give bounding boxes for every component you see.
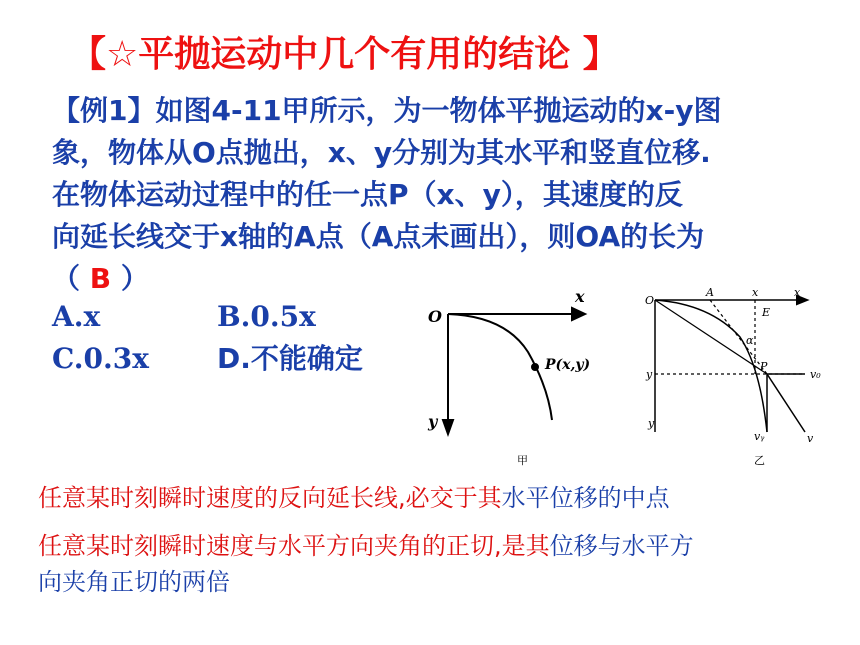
velocity-v [767, 374, 805, 432]
slide-title: 【☆平抛运动中几个有用的结论 】 [70, 34, 619, 75]
option-d[interactable]: D.不能确定 [217, 342, 363, 375]
label-y-axis2: y [648, 417, 655, 430]
label-x: x [575, 287, 585, 306]
answer-options [52, 296, 382, 380]
note-1: 任意某时刻瞬时速度的反向延长线,必交于其水平位移的中点 [38, 484, 670, 512]
y-arrow [443, 420, 453, 434]
label-alpha: α [746, 334, 754, 347]
x-arrow [572, 308, 585, 320]
answer-line: （ B ） [52, 262, 149, 295]
label-v0: v₀ [810, 368, 821, 381]
option-b[interactable]: B.0.5x [217, 300, 316, 333]
trajectory-curve-2 [655, 300, 767, 432]
note-2: 任意某时刻瞬时速度与水平方向夹角的正切,是其位移与水平方 [38, 532, 694, 560]
label-e: E [762, 306, 771, 319]
note-2-cont: 向夹角正切的两倍 [38, 568, 230, 596]
label-vy: vᵧ [754, 430, 765, 443]
label-v: v [807, 432, 814, 445]
answer-value: B [89, 262, 112, 295]
label-p2: P [760, 360, 768, 373]
problem-line-4: 向延长线交于x轴的A点（A点未画出），则OA的长为 [52, 220, 705, 253]
projectile-figure [410, 282, 840, 467]
problem-text [52, 90, 852, 300]
label-y: y [428, 412, 438, 431]
label-x2: x [752, 286, 759, 299]
option-c[interactable]: C.0.3x [52, 342, 149, 375]
label-o2: O [645, 294, 655, 307]
label-p-point: P(x,y) [545, 357, 591, 373]
label-a: A [706, 286, 714, 299]
problem-line-2: 象，物体从O点抛出，x、y分别为其水平和竖直位移. [52, 136, 711, 169]
label-o: O [428, 307, 442, 326]
tangent-extension [710, 300, 767, 374]
option-a[interactable]: A.x [52, 300, 101, 333]
point-p [532, 364, 538, 370]
label-x-axis2: x [794, 286, 801, 299]
example-label: 【例1】 [52, 94, 156, 127]
caption-left: 甲 [517, 454, 528, 467]
problem-line-1: 【例1】如图4-11甲所示，为一物体平抛运动的x-y图 [52, 94, 722, 127]
problem-line-3: 在物体运动过程中的任一点P（x、y），其速度的反 [52, 178, 683, 211]
label-y2: y [646, 368, 653, 381]
caption-right: 乙 [754, 454, 765, 467]
